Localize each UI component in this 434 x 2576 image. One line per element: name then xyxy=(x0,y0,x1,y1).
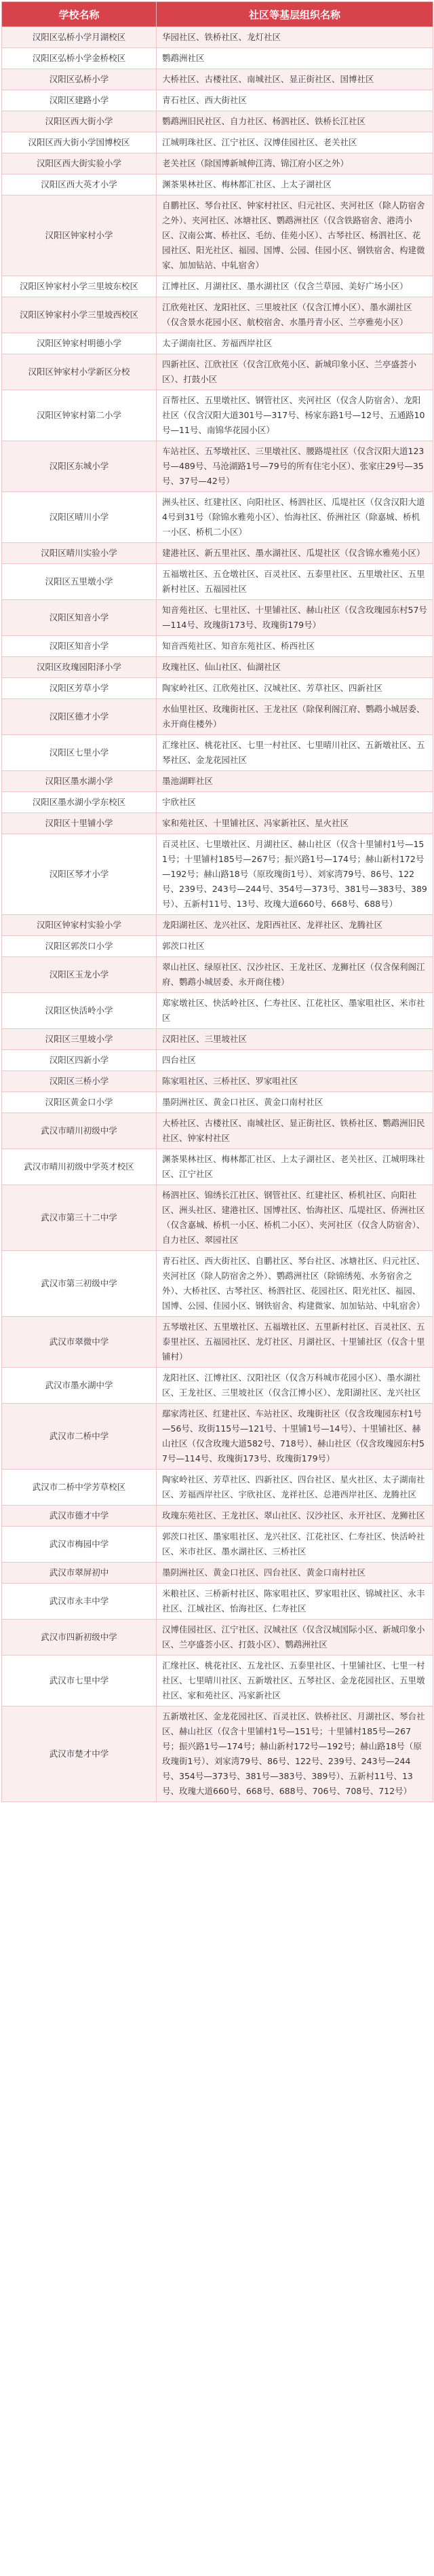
table-row xyxy=(2,1656,433,1706)
table-row xyxy=(2,915,433,936)
table-row xyxy=(2,1317,433,1368)
table-row xyxy=(2,195,433,276)
school-name-cell: 汉阳区十里铺小学 xyxy=(2,813,157,834)
school-name-cell: 汉阳区钟家村小学三里坡东校区 xyxy=(2,276,157,297)
school-name-cell: 汉阳区西大英才小学 xyxy=(2,174,157,195)
community-list-cell: 大桥社区、古楼社区、南城社区、显正街社区、国博社区 xyxy=(157,69,433,90)
school-name-cell: 武汉市墨水湖中学 xyxy=(2,1368,157,1404)
community-list-cell: 玫瑰社区、仙山社区、仙湖社区 xyxy=(157,657,433,678)
table-row xyxy=(2,1185,433,1251)
school-name-cell: 武汉市七里中学 xyxy=(2,1656,157,1706)
table-row xyxy=(2,390,433,441)
column-header-school: 学校名称 xyxy=(2,2,157,27)
community-list-cell: 玫瑰东苑社区、王龙社区、翠山社区、汉沙社区、永开社区、龙狮社区 xyxy=(157,1506,433,1527)
table-row xyxy=(2,636,433,657)
school-name-cell: 汉阳区钟家村小学 xyxy=(2,195,157,276)
community-list-cell: 渊茶果林社区、梅林都汇社区、上太子湖社区 xyxy=(157,174,433,195)
school-name-cell: 汉阳区墨水湖小学 xyxy=(2,771,157,792)
table-row xyxy=(2,276,433,297)
school-name-cell: 汉阳区知音小学 xyxy=(2,600,157,636)
school-name-cell: 汉阳区弘桥小学月湖校区 xyxy=(2,27,157,48)
community-list-cell: 龙阳湖社区、龙兴社区、龙阳西社区、龙祥社区、龙腾社区 xyxy=(157,915,433,936)
table-row xyxy=(2,1527,433,1563)
table-row xyxy=(2,153,433,174)
table-row xyxy=(2,1029,433,1050)
school-name-cell: 汉阳区东城小学 xyxy=(2,441,157,492)
school-name-cell: 汉阳区建路小学 xyxy=(2,90,157,111)
school-name-cell: 汉阳区墨水湖小学东校区 xyxy=(2,792,157,813)
table-row xyxy=(2,354,433,390)
community-list-cell: 鹦鹉洲旧民社区、自力社区、杨泗社区、铁桥长江社区 xyxy=(157,111,433,132)
community-list-cell: 渊茶果林社区、梅林都汇社区、上太子湖社区、老关社区、江城明珠社区、江宁社区 xyxy=(157,1149,433,1185)
community-list-cell: 大桥社区、古楼社区、南城社区、显正街社区、铁桥社区、鹦鹉洲旧民社区、钟家村社区 xyxy=(157,1113,433,1149)
table-row xyxy=(2,657,433,678)
school-name-cell: 汉阳区玫瑰园阳泽小学 xyxy=(2,657,157,678)
table-row xyxy=(2,1584,433,1620)
table-row xyxy=(2,1050,433,1071)
table-row xyxy=(2,699,433,735)
table-row xyxy=(2,132,433,153)
school-name-cell: 汉阳区晴川小学 xyxy=(2,492,157,543)
school-name-cell: 汉阳区钟家村小学三里坡西校区 xyxy=(2,297,157,333)
community-list-cell: 五福墩社区、五仓墩社区、百灵社区、五泰里社区、五里墩社区、五里新村社区、五福园社区 xyxy=(157,564,433,600)
school-name-cell: 武汉市第三初级中学 xyxy=(2,1251,157,1317)
community-list-cell: 四台社区 xyxy=(157,1050,433,1071)
school-name-cell: 汉阳区玉龙小学 xyxy=(2,957,157,993)
school-name-cell: 汉阳区三桥小学 xyxy=(2,1071,157,1092)
school-name-cell: 武汉市四新初级中学 xyxy=(2,1620,157,1656)
community-list-cell: 百帮社区、五里墩社区、钢管社区、夹河社区（仅含人防宿舍）、龙阳社区（仅含汉阳大道301号—317号、杨家东路1号—12号、五通路10号—11号、南锦华花园小区） xyxy=(157,390,433,441)
table-row xyxy=(2,771,433,792)
table-row xyxy=(2,441,433,492)
community-list-cell: 郑家墩社区、快活岭社区、仁寿社区、江花社区、墨家咀社区、米市社区 xyxy=(157,993,433,1029)
school-name-cell: 汉阳区琴才小学 xyxy=(2,834,157,915)
community-list-cell: 五新墩社区、金龙花园社区、百灵社区、铁桥社区、月湖社区、琴台社区、赫山社区（仅含十里铺村1号—151号；十里铺村185号—267号；振兴路1号—174号；赫山新村172号—192号；赫山路18号（原玫瑰街1号）、刘家湾79号、86号、122号、239号、243号—244号、354号—373号、381号—383号、389号）、五新村11号、13号、玫瑰大道660号、668号、688号、706号、708号、712号） xyxy=(157,1706,433,1802)
community-list-cell: 水仙里社区、玫瑰街社区、王龙社区（除保利阁江府、鹦鹉小城居委、永开商住楼外） xyxy=(157,699,433,735)
school-name-cell: 汉阳区钟家村小学新区分校 xyxy=(2,354,157,390)
school-name-cell: 汉阳区钟家村第二小学 xyxy=(2,390,157,441)
community-list-cell: 汇缘社区、桃花社区、五龙社区、五泰里社区、十里铺社区、七里一村社区、七里晴川社区、五新墩社区、五琴社区、金龙花园社区、五里墩社区、家和苑社区、冯家新社区 xyxy=(157,1656,433,1706)
school-name-cell: 汉阳区芳草小学 xyxy=(2,678,157,699)
school-name-cell: 汉阳区西大街实验小学 xyxy=(2,153,157,174)
community-list-cell: 太子湖南社区、芳福西岸社区 xyxy=(157,333,433,354)
school-name-cell: 武汉市永丰中学 xyxy=(2,1584,157,1620)
table-row xyxy=(2,735,433,771)
community-list-cell: 五琴墩社区、五里墩社区、五福墩社区、五里新村社区、百灵社区、五泰里社区、五福园社区、龙灯社区、月湖社区、十里铺社区（仅含十里铺村） xyxy=(157,1317,433,1368)
community-list-cell: 汉博佳园社区、江宁社区、汉城社区（仅含汉城国际小区、新城印象小区、兰亭盛荟小区、打鼓小区）、鹦鹉洲社区 xyxy=(157,1620,433,1656)
community-list-cell: 宇欣社区 xyxy=(157,792,433,813)
school-name-cell: 汉阳区快活岭小学 xyxy=(2,993,157,1029)
school-name-cell: 汉阳区三里坡小学 xyxy=(2,1029,157,1050)
table-row xyxy=(2,492,433,543)
school-name-cell: 汉阳区西大街小学国博校区 xyxy=(2,132,157,153)
community-list-cell: 米粮社区、三桥新村社区、陈家咀社区、罗家咀社区、锦城社区、永丰社区、江城社区、怡海社区、仁寿社区 xyxy=(157,1584,433,1620)
table-row xyxy=(2,600,433,636)
community-list-cell: 洲头社区、红建社区、向阳社区、杨泗社区、瓜堤社区（仅含汉阳大道4号到31号（除锦水雅苑小区）、怡海社区、侨洲社区（除嘉城、桥机一小区、桥机二小区） xyxy=(157,492,433,543)
school-name-cell: 汉阳区钟家村实验小学 xyxy=(2,915,157,936)
community-list-cell: 郭茨口社区 xyxy=(157,936,433,957)
table-row xyxy=(2,813,433,834)
community-list-cell: 青石社区、西大街社区、自鹏社区、琴台社区、冰塘社区、归元社区、夹河社区（除人防宿舍之外）、鹦鹉洲社区（除锦绣苑、水务宿舍之外）、大桥社区、古琴社区、杨泗社区、花园社区、阳光社区、福园、国博、公园、佳园小区、钢铁宿舍、构建微家、加加钻站、中轧宿舍） xyxy=(157,1251,433,1317)
community-list-cell: 汉阳社区、三里坡社区 xyxy=(157,1029,433,1050)
school-name-cell: 武汉市第三十二中学 xyxy=(2,1185,157,1251)
school-name-cell: 武汉市二桥中学芳草校区 xyxy=(2,1470,157,1506)
school-name-cell: 汉阳区晴川实验小学 xyxy=(2,543,157,564)
community-list-cell: 江城明珠社区、江宁社区、汉博佳园社区、老关社区 xyxy=(157,132,433,153)
school-name-cell: 汉阳区弘桥小学 xyxy=(2,69,157,90)
school-name-cell: 汉阳区四新小学 xyxy=(2,1050,157,1071)
table-row xyxy=(2,1470,433,1506)
school-name-cell: 武汉市二桥中学 xyxy=(2,1404,157,1470)
school-name-cell: 武汉市楚才中学 xyxy=(2,1706,157,1802)
community-list-cell: 江博社区、月湖社区、墨水湖社区（仅含兰草园、美好广场小区） xyxy=(157,276,433,297)
table-row xyxy=(2,936,433,957)
table-row xyxy=(2,333,433,354)
community-list-cell: 墨阴洲社区、黄金口社区、四台社区、黄金口南村社区 xyxy=(157,1563,433,1584)
community-list-cell: 墨池湖畔社区 xyxy=(157,771,433,792)
table-row xyxy=(2,792,433,813)
table-row xyxy=(2,1404,433,1470)
table-row xyxy=(2,90,433,111)
community-list-cell: 四新社区、江欣社区（仅含江欣苑小区、新城印象小区、兰亭盛荟小区）、打鼓小区 xyxy=(157,354,433,390)
school-name-cell: 汉阳区郭茨口小学 xyxy=(2,936,157,957)
school-name-cell: 武汉市晴川初级中学英才校区 xyxy=(2,1149,157,1185)
community-list-cell: 江欣苑社区、龙阳社区、三里坡社区（仅含江博小区）、墨水湖社区（仅含景水花园小区、航校宿舍、水墨丹青小区、兰亭雅苑小区） xyxy=(157,297,433,333)
table-row xyxy=(2,543,433,564)
community-list-cell: 陈家咀社区、三桥社区、罗家咀社区 xyxy=(157,1071,433,1092)
table-row xyxy=(2,111,433,132)
table-row xyxy=(2,1620,433,1656)
table-row xyxy=(2,1251,433,1317)
table-row xyxy=(2,564,433,600)
school-name-cell: 汉阳区西大街小学 xyxy=(2,111,157,132)
community-list-cell: 家和苑社区、十里铺社区、冯家新社区、星火社区 xyxy=(157,813,433,834)
community-list-cell: 自鹏社区、琴台社区、钟家村社区、归元社区、夹河社区（除人防宿舍之外）、夹河社区、冰塘社区、鹦鹉洲社区（仅含铁路宿舍、港湾小区、汉南公寓、桥社区、毛纺、佳苑小区）、古琴社区、杨泗社区、花园社区、阳光社区、福园、国博、公园、佳园小区、钢铁宿舍、构建微家、加加钻站、中轧宿舍） xyxy=(157,195,433,276)
community-list-cell: 陶家岭社区、芳草社区、四新社区、四台社区、星火社区、太子湖南社区、芳福西岸社区、宇欣社区、龙祥社区、总港西岸社区、龙腾社区 xyxy=(157,1470,433,1506)
table-row xyxy=(2,1368,433,1404)
table-row xyxy=(2,993,433,1029)
table-row xyxy=(2,1149,433,1185)
community-list-cell: 鹦鹉洲社区 xyxy=(157,48,433,69)
community-list-cell: 百灵社区、七里墩社区、月湖社区、赫山社区（仅含十里铺村1号—151号；十里铺村185号—267号；振兴路1号—174号；赫山新村172号—192号；赫山路18号（原玫瑰街1号）、刘家湾79号、86号、122号、239号、243号—244号、354号—373号、381号—383号、389号）、五新村11号、13号、玫瑰大道660号、668号、688号） xyxy=(157,834,433,915)
table-row xyxy=(2,1706,433,1802)
school-name-cell: 汉阳区七里小学 xyxy=(2,735,157,771)
community-list-cell: 老关社区（除国博新城伸江湾、锦江府小区之外） xyxy=(157,153,433,174)
table-row xyxy=(2,678,433,699)
community-list-cell: 翠山社区、绿原社区、汉沙社区、王龙社区、龙狮社区（仅含保利阁江府、鹦鹉小城居委、永开商住楼） xyxy=(157,957,433,993)
column-header-area: 社区等基层组织名称 xyxy=(157,2,433,27)
table-row xyxy=(2,1506,433,1527)
table-row xyxy=(2,1071,433,1092)
school-name-cell: 汉阳区德才小学 xyxy=(2,699,157,735)
table-row xyxy=(2,69,433,90)
school-name-cell: 汉阳区钟家村明德小学 xyxy=(2,333,157,354)
community-list-cell: 郭茨口社区、墨家咀社区、龙兴社区、江花社区、仁寿社区、快活岭社区、米市社区、墨水湖社区、三桥社区 xyxy=(157,1527,433,1563)
school-name-cell: 武汉市德才中学 xyxy=(2,1506,157,1527)
community-list-cell: 杨泗社区、锦绣长江社区、钢管社区、红建社区、桥机社区、向阳社区、洲头社区、建港社区、国博社区、怡海社区、瓜堤社区、侨洲社区（仅含嘉城、桥机一小区、桥机二小区）、夹河社区（仅含人防宿舍）、自力社区、翠园社区 xyxy=(157,1185,433,1251)
school-name-cell: 汉阳区知音小学 xyxy=(2,636,157,657)
table-row xyxy=(2,1113,433,1149)
table-row xyxy=(2,27,433,48)
community-list-cell: 鄢家湾社区、红建社区、车站社区、玫瑰街社区（仅含玫瑰园东村1号—56号、玫街115号—121号、十里铺1号—14号）、十里铺社区、赫山社区（仅含玫瑰大道582号、718号）、赫山社区（仅含玫瑰园东村57号—114号、玫瑰街173号、玫瑰街179号） xyxy=(157,1404,433,1470)
community-list-cell: 龙阳社区、江博社区、汉阳社区（仅含万科城市花园小区）、墨水湖社区、王龙社区、三里坡社区（仅含江博小区）、龙阳湖社区、龙兴社区 xyxy=(157,1368,433,1404)
school-name-cell: 武汉市翠屏初中 xyxy=(2,1563,157,1584)
community-list-cell: 华园社区、铁桥社区、龙灯社区 xyxy=(157,27,433,48)
community-list-cell: 车站社区、五琴墩社区、三里墩社区、腰路堤社区（仅含汉阳大道123号—489号、马沧湖路1号—79号的所有住宅小区）、张家庄29号—35号、37号—42号） xyxy=(157,441,433,492)
school-name-cell: 汉阳区五里墩小学 xyxy=(2,564,157,600)
table-row xyxy=(2,1563,433,1584)
community-list-cell: 知音苑社区、七里社区、十里铺社区、赫山社区（仅含玫瑰园东村57号—114号、玫瑰街173号、玫瑰街179号） xyxy=(157,600,433,636)
community-list-cell: 陶家岭社区、江欣苑社区、汉城社区、芳草社区、四新社区 xyxy=(157,678,433,699)
school-district-table xyxy=(1,1,433,1802)
community-list-cell: 青石社区、西大街社区 xyxy=(157,90,433,111)
table-row xyxy=(2,174,433,195)
community-list-cell: 知音西苑社区、知音东苑社区、桥西社区 xyxy=(157,636,433,657)
table-body xyxy=(2,27,433,1802)
table-row xyxy=(2,1092,433,1113)
community-list-cell: 墨阴洲社区、黄金口社区、黄金口南村社区 xyxy=(157,1092,433,1113)
school-name-cell: 汉阳区黄金口小学 xyxy=(2,1092,157,1113)
school-name-cell: 武汉市梅园中学 xyxy=(2,1527,157,1563)
table-row xyxy=(2,48,433,69)
community-list-cell: 建港社区、新五里社区、墨水湖社区、瓜堤社区（仅含锦水雅苑小区） xyxy=(157,543,433,564)
school-name-cell: 武汉市晴川初级中学 xyxy=(2,1113,157,1149)
table-row xyxy=(2,834,433,915)
school-name-cell: 汉阳区弘桥小学金桥校区 xyxy=(2,48,157,69)
table-header-row xyxy=(2,2,433,27)
table-row xyxy=(2,957,433,993)
school-name-cell: 武汉市翠微中学 xyxy=(2,1317,157,1368)
community-list-cell: 汇缘社区、桃花社区、七里一村社区、七里晴川社区、五新墩社区、五琴社区、金龙花园社区 xyxy=(157,735,433,771)
table-row xyxy=(2,297,433,333)
